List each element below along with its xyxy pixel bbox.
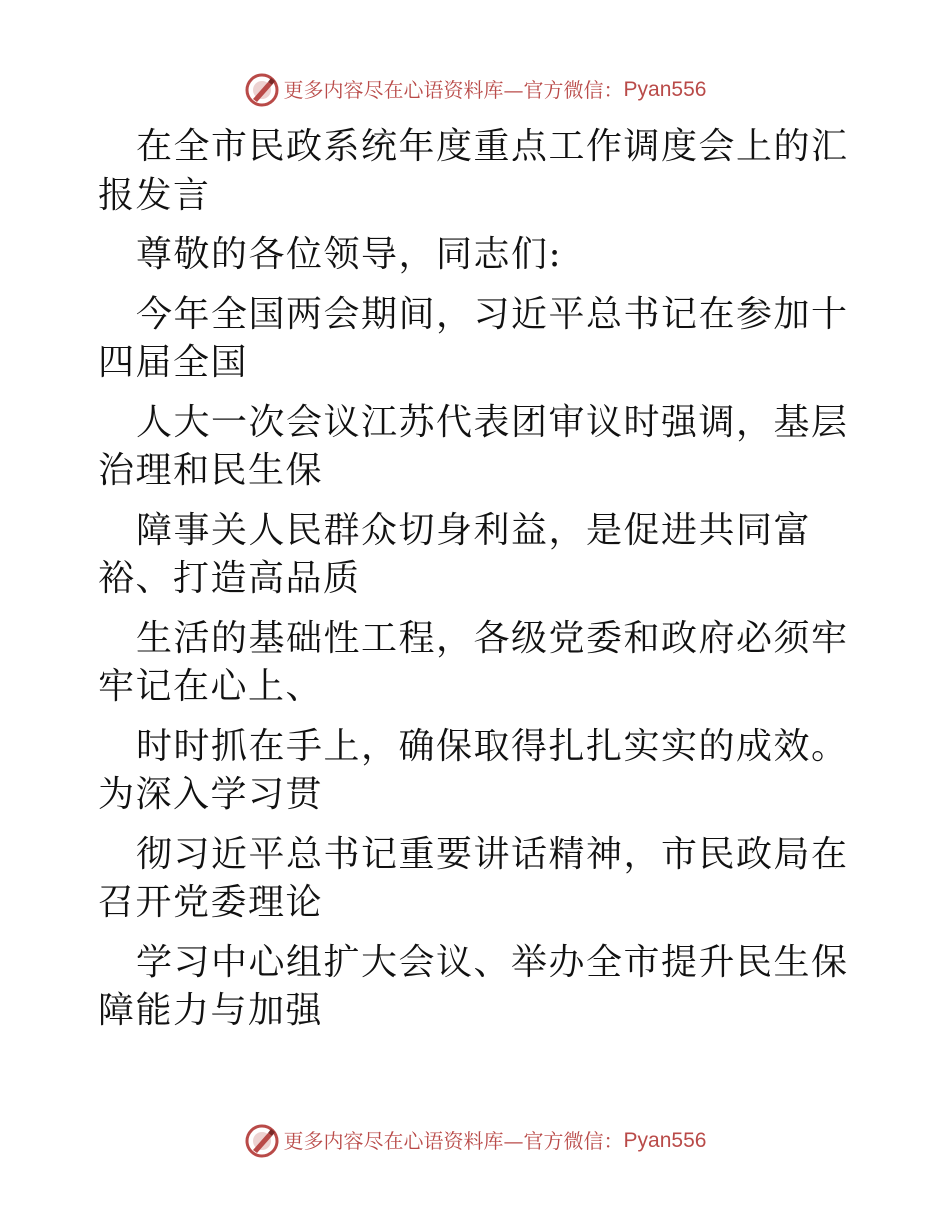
paragraph-line: 学习中心组扩大会议、举办全市提升民生保障能力与加强 (98, 941, 849, 1031)
document-title: 在全市民政系统年度重点工作调度会上的汇报发言 (98, 126, 849, 216)
paragraph-line: 时时抓在手上，确保取得扎扎实实的成效。为深入学习贯 (98, 725, 849, 815)
paragraph-line: 彻习近平总书记重要讲话精神，市民政局在召开党委理论 (98, 833, 849, 923)
header-dash: — (503, 78, 524, 102)
paragraph-line: 生活的基础性工程，各级党委和政府必须牢牢记在心上、 (98, 617, 849, 707)
footer-wechat-id: Pyan556 (623, 1129, 707, 1152)
salutation: 尊敬的各位领导，同志们: (136, 234, 563, 275)
paragraph-line: 障事关人民群众切身利益，是促进共同富裕、打造高品质 (98, 509, 812, 599)
footer-wechat-label: 官方微信： (523, 1129, 624, 1153)
pen-logo-icon (244, 72, 280, 108)
header-wechat-id: Pyan556 (623, 78, 707, 101)
pen-logo-icon (244, 1123, 280, 1159)
header-banner (244, 72, 707, 108)
document-body (98, 123, 858, 1047)
paragraph-line: 今年全国两会期间，习近平总书记在参加十四届全国 (98, 293, 849, 383)
footer-dash: — (503, 1129, 524, 1153)
page-header (0, 72, 950, 108)
footer-brand-text: 更多内容尽在心语资料库 (283, 1129, 504, 1153)
header-wechat-label: 官方微信： (523, 78, 624, 102)
page-footer (0, 1123, 950, 1159)
footer-banner (244, 1123, 707, 1159)
paragraph-line: 人大一次会议江苏代表团审议时强调，基层治理和民生保 (98, 401, 849, 491)
header-brand-text: 更多内容尽在心语资料库 (283, 78, 504, 102)
